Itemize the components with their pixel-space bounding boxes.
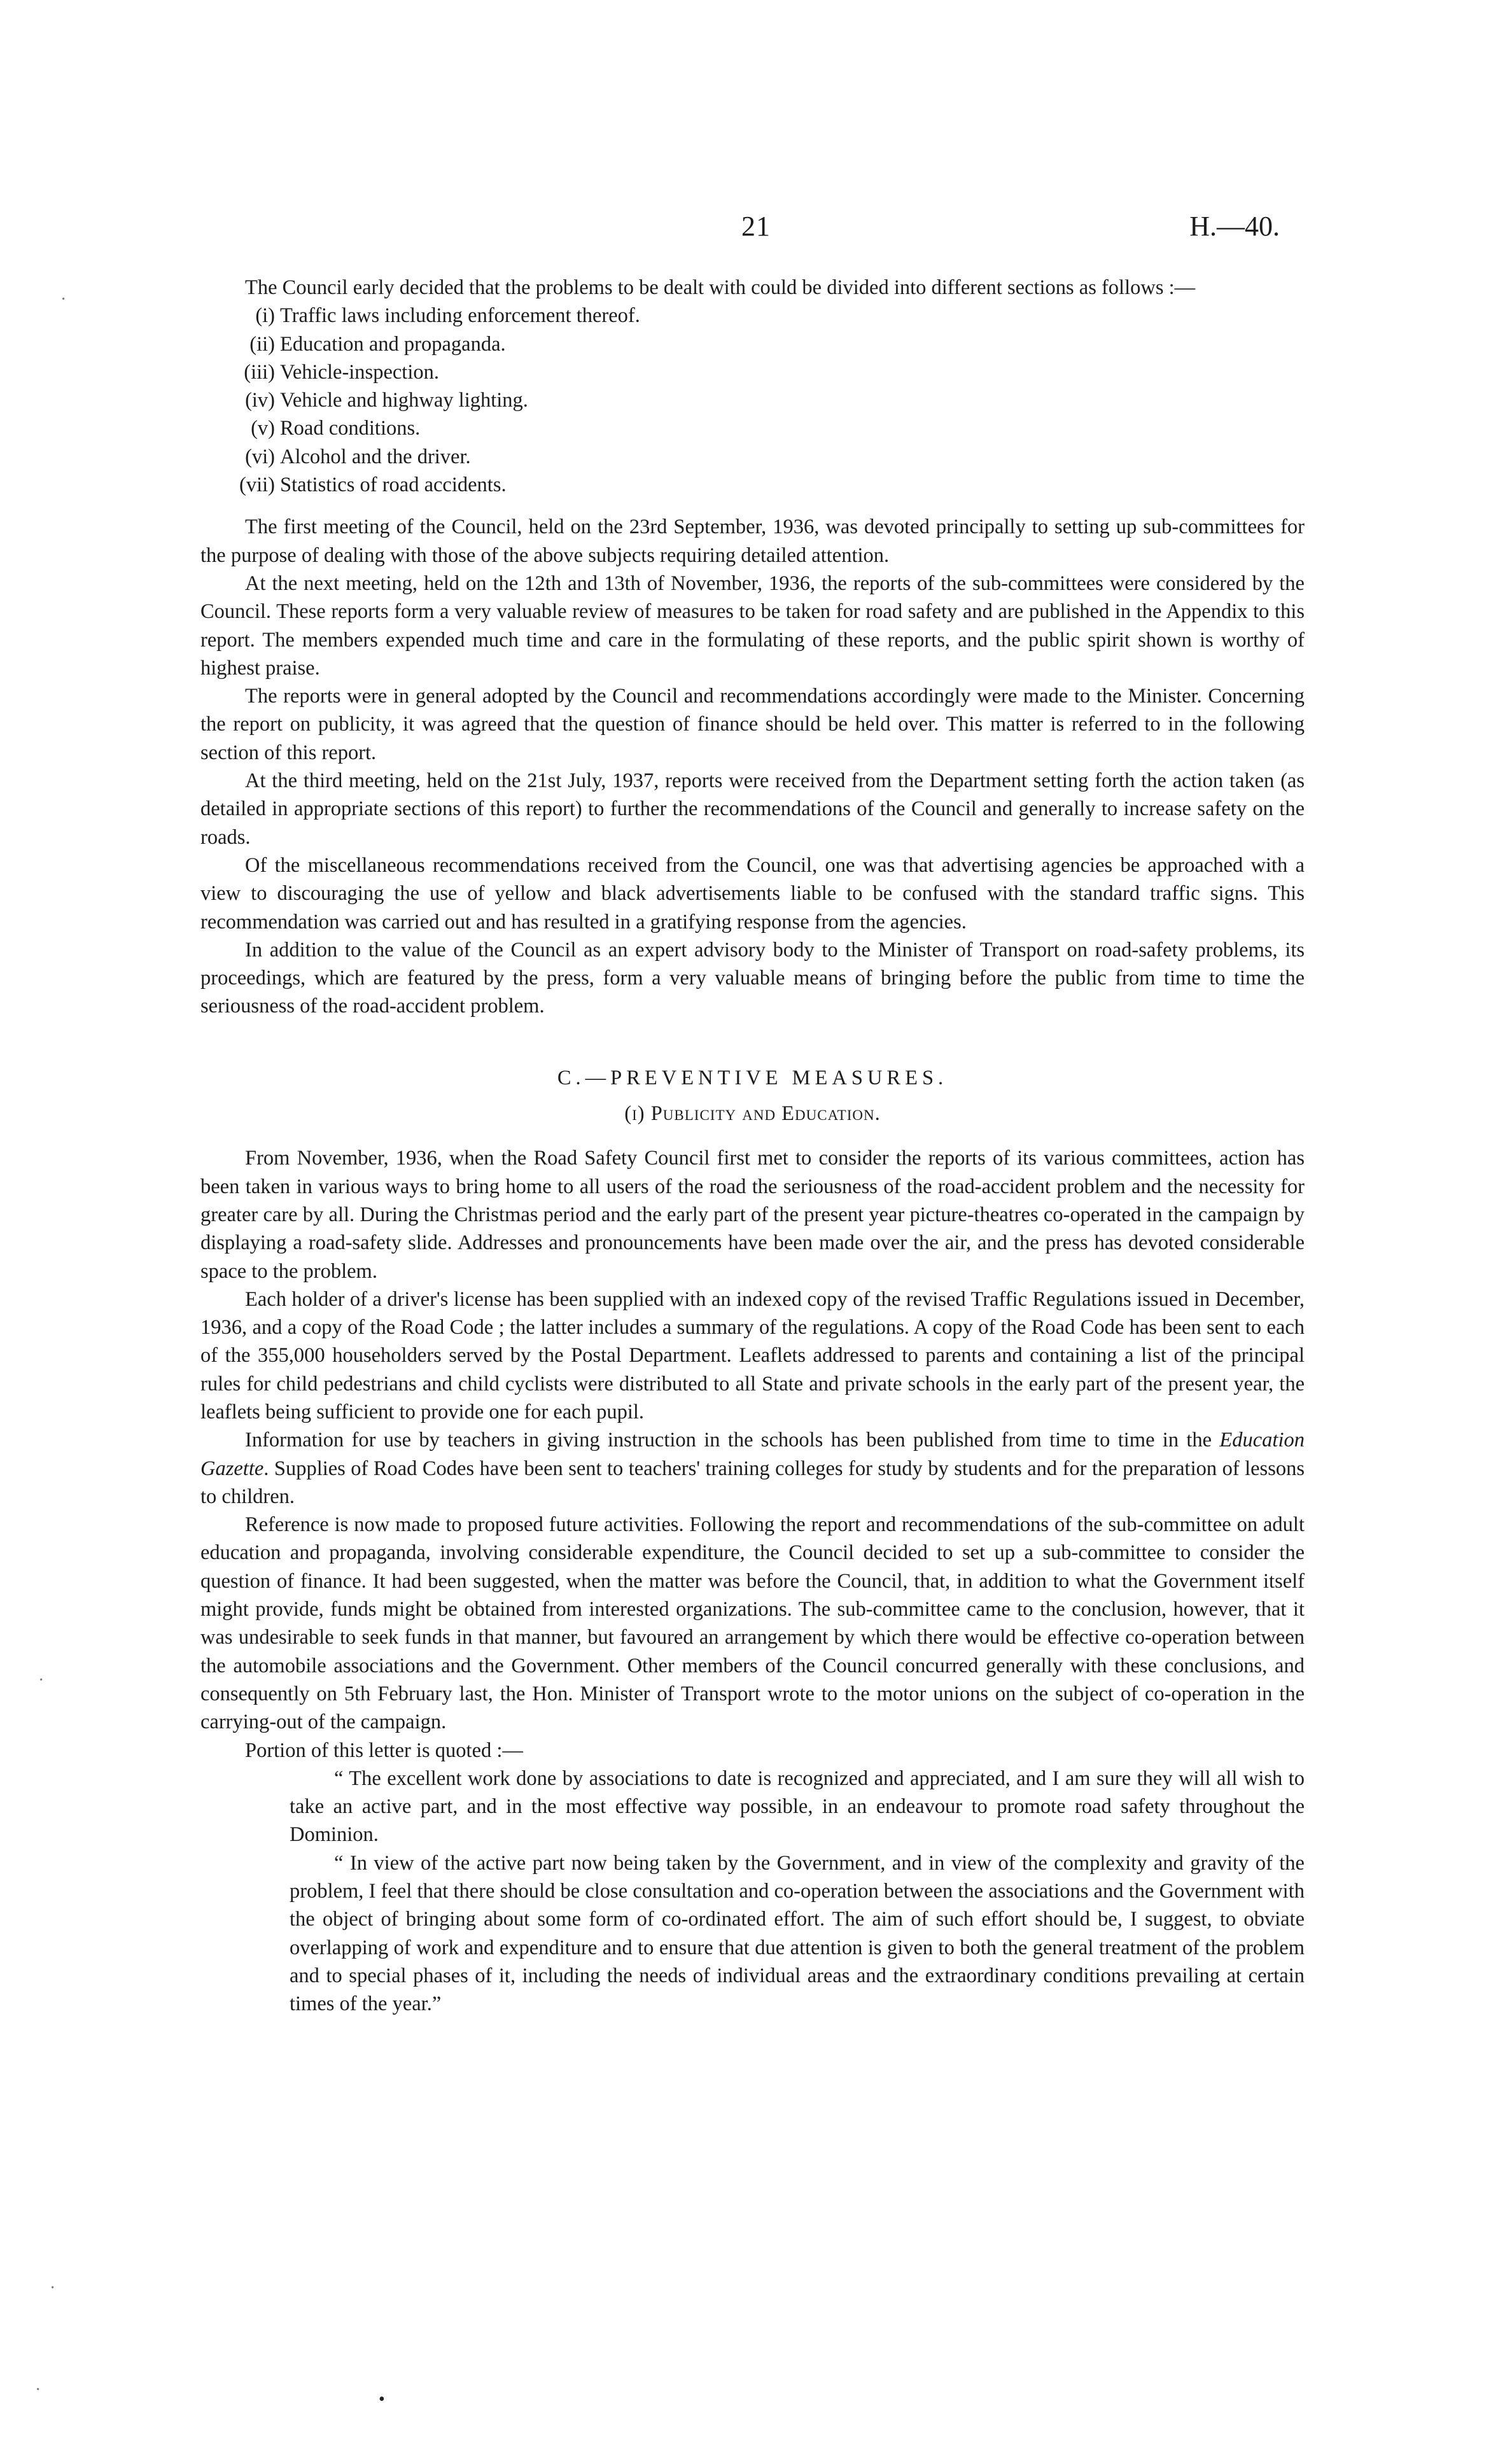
problem-sections-list [200,302,1305,499]
scan-speck: · [60,290,67,309]
section-item [200,358,1305,386]
section-number: (iii) [244,360,275,384]
paragraph [200,1511,1305,1736]
report-reference-code: H.—40. [1189,211,1280,242]
section-item [200,302,1305,330]
scan-speck: · [35,2380,41,2400]
section-item [200,471,1305,499]
section-number: (vi) [245,445,275,468]
section-number: (ii) [249,332,275,356]
section-number: (vii) [239,473,275,497]
paragraph: In addition to the value of the Council as an expert advisory body to the Minister of Transport on road-safety problems, its proceedings, which are featured by the press, form a very valuable means of bringing before the public from time to time the seriousness of the road-accident problem. [200,938,1305,1018]
council-paragraphs [200,513,1305,1020]
document-body [200,274,1305,2018]
section-text: Traffic laws including enforcement thereof. [280,304,640,328]
quote-paragraph: “ The excellent work done by associations to date is recognized and appreciated, and I am sure they will all wish to take an active part, and in the most effective way possible, in an endeavour to promote road safety throughout the Dominion. [290,1766,1305,1847]
section-item [200,443,1305,471]
intro-paragraph: The Council early decided that the problems to be dealt with could be divided into different sections as follows :— [245,276,1196,299]
section-text: Vehicle and highway lighting. [280,389,528,412]
page-number: 21 [741,211,771,242]
paragraph: At the next meeting, held on the 12th and 13th of November, 1936, the reports of the sub-committees were considered by the Council. These reports form a very valuable review of measures to be taken for road safety and are published in the Appendix to this report. The members expended much time and care in the formulating of these reports, and the public spirit shown is worthy of highest praise. [200,571,1305,680]
italic-title: Education Gazette [200,1429,1305,1480]
section-item [200,330,1305,358]
scan-speck: · [50,2278,56,2298]
section-number: (v) [251,417,275,440]
section-heading: C.—PREVENTIVE MEASURES. [557,1066,948,1089]
section-text: Road conditions. [280,417,421,440]
paragraph: The first meeting of the Council, held on the 23rd September, 1936, was devoted principally to setting up sub-committees for the purpose of dealing with those of the above subjects requiring detailed attention. [200,515,1305,567]
paragraph-text: . Supplies of Road Codes have been sent to teachers' training colleges for study by students and for the preparation of lessons to children. [200,1457,1305,1508]
section-text: Statistics of road accidents. [280,473,507,497]
paragraph-text: Portion of this letter is quoted :— [245,1738,523,1762]
paragraph [200,1285,1305,1426]
section-item [200,386,1305,414]
section-item [200,414,1305,442]
paragraph-text: Information for use by teachers in giving instruction in the schools has been published from time to time in the [245,1429,1220,1452]
paragraph: Of the miscellaneous recommendations received from the Council, one was that advertising agencies be approached with a view to discouraging the use of yellow and black advertisements liable to be confused with the standard traffic signs. This recommendation was carried out and has resulted in a gratifying response from the agencies. [200,853,1305,934]
paragraph [200,1144,1305,1285]
scan-speck: • [379,2389,385,2409]
scan-speck: · [38,1670,45,1690]
paragraph-text: Reference is now made to proposed future activities. Following the report and recommendations of the sub-committee on adult education and propaganda, involving considerable expenditure, the Council decided to set up a sub-committee to consider the question of finance. It had been suggested, when the matter was before the Council, that, in addition to what the Government itself might provide, funds might be obtained from interested organizations. The sub-committee came to the conclusion, however, that it was undesirable to seek funds in that manner, but favoured an arrangement by which there would be effective co-operation between the automobile associations and the Government. Other members of the Council concurred generally with these conclusions, and consequently on 5th February last, the Hon. Minister of Transport wrote to the motor unions on the subject of co-operation in the carrying-out of the campaign. [200,1513,1305,1734]
publicity-paragraphs [200,1144,1305,1765]
section-text: Alcohol and the driver. [280,445,471,468]
section-text: Vehicle-inspection. [280,360,439,384]
section-number: (iv) [245,389,275,412]
quoted-letter [290,1765,1305,2018]
paragraph-text: From November, 1936, when the Road Safety Council first met to consider the reports of its various committees, action has been taken in various ways to bring home to all users of the road the seriousness of the road-accident problem and the necessity for greater care by all. During the Christmas period and the early part of the present year picture-theatres co-operated in the campaign by displaying a road-safety slide. Addresses and pronouncements have been made over the air, and the press has devoted considerable space to the problem. [200,1147,1305,1283]
paragraph: At the third meeting, held on the 21st July, 1937, reports were received from the Department setting forth the action taken (as detailed in appropriate sections of this report) to further the recommendations of the Council and generally to increase safety on the roads. [200,769,1305,849]
section-text: Education and propaganda. [280,332,506,356]
paragraph [200,1426,1305,1511]
quote-paragraph: “ In view of the active part now being taken by the Government, and in view of the complexity and gravity of the problem, I feel that there should be close consultation and co-operation between the associations and the Government with the object of bringing about some form of co-ordinated effort. The aim of such effort should be, I suggest, to obviate overlapping of work and expenditure and to ensure that due attention is given to both the general treatment of the problem and to special phases of it, including the needs of individual areas and the extraordinary conditions prevailing at certain times of the year.” [290,1851,1305,2016]
section-subheading: (i) Publicity and Education. [624,1102,881,1126]
paragraph-text: Each holder of a driver's license has been supplied with an indexed copy of the revised Traffic Regulations issued in December, 1936, and a copy of the Road Code ; the latter includes a summary of the regulations. A copy of the Road Code has been sent to each of the 355,000 householders served by the Postal Department. Leaflets addressed to parents and containing a list of the principal rules for child pedestrians and child cyclists were distributed to all State and private schools in the early part of the present year, the leaflets being sufficient to provide one for each pupil. [200,1287,1305,1423]
paragraph: The reports were in general adopted by the Council and recommendations accordingly were made to the Minister. Concerning the report on publicity, it was agreed that the question of finance should be held over. This matter is referred to in the following section of this report. [200,685,1305,764]
paragraph [200,1737,1305,1765]
section-number: (i) [255,304,275,328]
